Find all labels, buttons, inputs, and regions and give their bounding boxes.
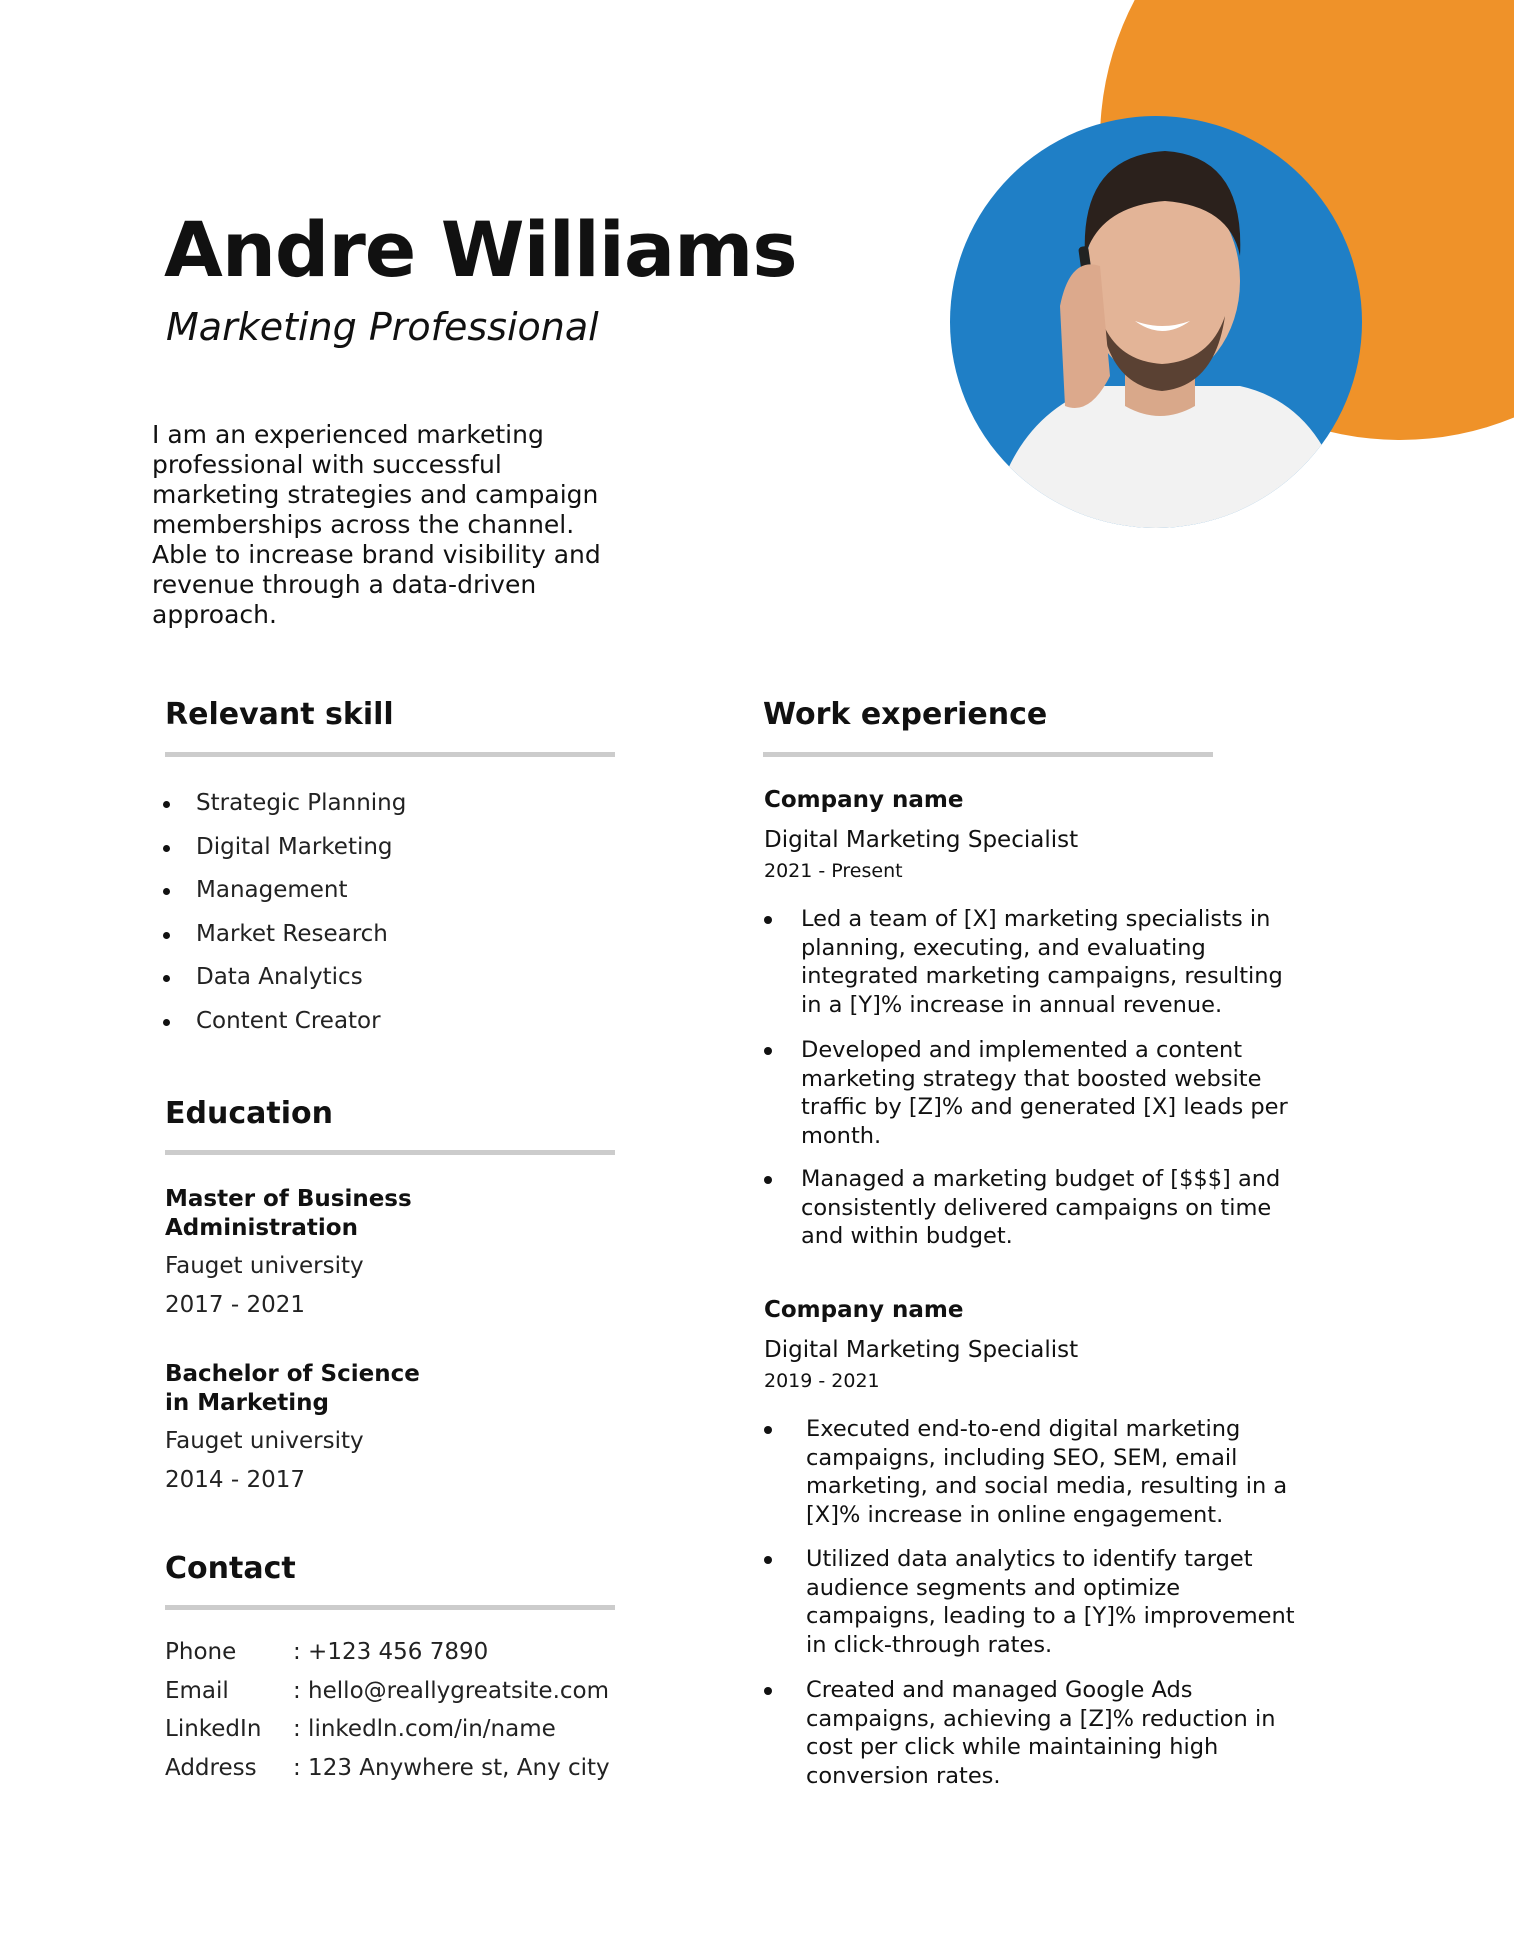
bullet-line: and within budget. [801,1223,1013,1249]
contact-divider [165,1605,615,1610]
bullet-line: in click-through rates. [806,1631,1053,1658]
job-dates: 2021 - Present [764,860,903,882]
job-dates: 2019 - 2021 [764,1370,880,1392]
bullet-dot-icon [764,1176,772,1184]
contact-value: : 123 Anywhere st, Any city [293,1755,610,1782]
bullet-text [806,1415,1287,1529]
bullet-dot-icon [764,1687,772,1695]
contact-list [165,1637,610,1792]
contact-row-email [165,1676,610,1715]
skill-item: Content Creator [163,1006,406,1050]
education-heading: Education [165,1096,333,1131]
bullet-line: in a [Y]% increase in annual revenue. [801,991,1223,1018]
bullet-dot-icon [764,1426,772,1434]
bullet-dot-icon [764,916,772,924]
work-heading: Work experience [763,697,1048,732]
contact-label: Phone [165,1639,237,1665]
skill-item: Management [163,875,406,919]
summary-line: professional with successful [152,450,502,479]
bullet-text [801,1036,1288,1150]
contact-heading: Contact [165,1551,296,1586]
bullet-line: planning, executing, and evaluating [801,934,1206,961]
degree-name [165,1360,420,1418]
bullet-line: marketing strategy that boosted website [801,1065,1262,1092]
company-name: Company name [764,787,964,813]
degree-line: Administration [165,1215,358,1241]
bullet-line: marketing, and social media, resulting in a [806,1473,1288,1499]
bullet-text [806,1676,1275,1790]
contact-label: Address [165,1755,257,1782]
bullet-dot-icon [764,1047,772,1055]
school-name: Fauget university [165,1428,364,1454]
contact-label: Email [165,1677,229,1704]
contact-value[interactable]: : linkedln.com/in/name [293,1716,556,1743]
education-divider [165,1150,615,1155]
skills-heading: Relevant skill [165,697,394,732]
skill-item: Data Analytics [163,962,406,1006]
bullet-line: integrated marketing campaigns, resulting [801,963,1283,989]
bullet-line: cost per click while maintaining high [806,1734,1219,1760]
bullet-line: Developed and implemented a content [801,1037,1243,1063]
summary-line: I am an experienced marketing [152,420,544,449]
education-entry [165,1185,412,1320]
education-years: 2017 - 2021 [165,1292,305,1318]
bullet-line: [X]% increase in online engagement. [806,1501,1224,1528]
company-name: Company name [764,1297,964,1323]
summary-line: memberships across the channel. [152,510,575,539]
bullet-text [801,905,1283,1019]
school-name: Fauget university [165,1253,364,1279]
job-role: Digital Marketing Specialist [764,827,1079,853]
profile-summary [152,420,601,630]
bullet-line: month. [801,1122,882,1149]
degree-line: Master of Business [165,1186,412,1212]
bullet-text [806,1545,1295,1659]
bullet-line: campaigns, including SEO, SEM, email [806,1444,1238,1471]
summary-line: approach. [152,600,277,629]
profile-photo [950,116,1362,528]
skill-item: Strategic Planning [163,788,406,832]
education-entry [165,1360,420,1495]
skill-item: Digital Marketing [163,832,406,876]
degree-line: in Marketing [165,1390,330,1416]
bullet-line: Led a team of [X] marketing specialists in [801,906,1271,932]
work-divider [763,752,1213,757]
contact-row-linkedin [165,1714,610,1753]
summary-line: revenue through a data-driven [152,570,537,599]
bullet-line: conversion rates. [806,1762,1001,1789]
contact-label: LinkedIn [165,1716,262,1743]
contact-value[interactable]: : hello@reallygreatsite.com [293,1677,610,1704]
bullet-line: campaigns, leading to a [Y]% improvement [806,1603,1295,1629]
bullet-line: campaigns, achieving a [Z]% reduction in [806,1705,1276,1732]
bullet-line: consistently delivered campaigns on time [801,1194,1272,1221]
bullet-line: Executed end-to-end digital marketing [806,1416,1241,1442]
skills-divider [165,752,615,757]
job-role: Digital Marketing Specialist [764,1337,1079,1363]
bullet-line: audience segments and optimize [806,1574,1181,1601]
summary-line: marketing strategies and campaign [152,480,599,509]
education-years: 2014 - 2017 [165,1467,305,1493]
bullet-dot-icon [764,1556,772,1564]
skills-list [163,788,406,1049]
contact-row-address [165,1753,610,1792]
bullet-text [801,1165,1280,1251]
contact-value: : +123 456 7890 [293,1639,489,1665]
bullet-line: traffic by [Z]% and generated [X] leads per [801,1094,1288,1120]
degree-name [165,1185,412,1243]
degree-line: Bachelor of Science [165,1361,420,1387]
bullet-line: Managed a marketing budget of [$$$] and [801,1166,1281,1192]
candidate-name: Andre Williams [164,205,797,294]
summary-line: Able to increase brand visibility and [152,540,601,569]
skill-item: Market Research [163,919,406,963]
bullet-line: Created and managed Google Ads [806,1677,1193,1703]
bullet-line: Utilized data analytics to identify target [806,1546,1253,1572]
job-title: Marketing Professional [166,305,599,349]
contact-row-phone [165,1637,610,1676]
